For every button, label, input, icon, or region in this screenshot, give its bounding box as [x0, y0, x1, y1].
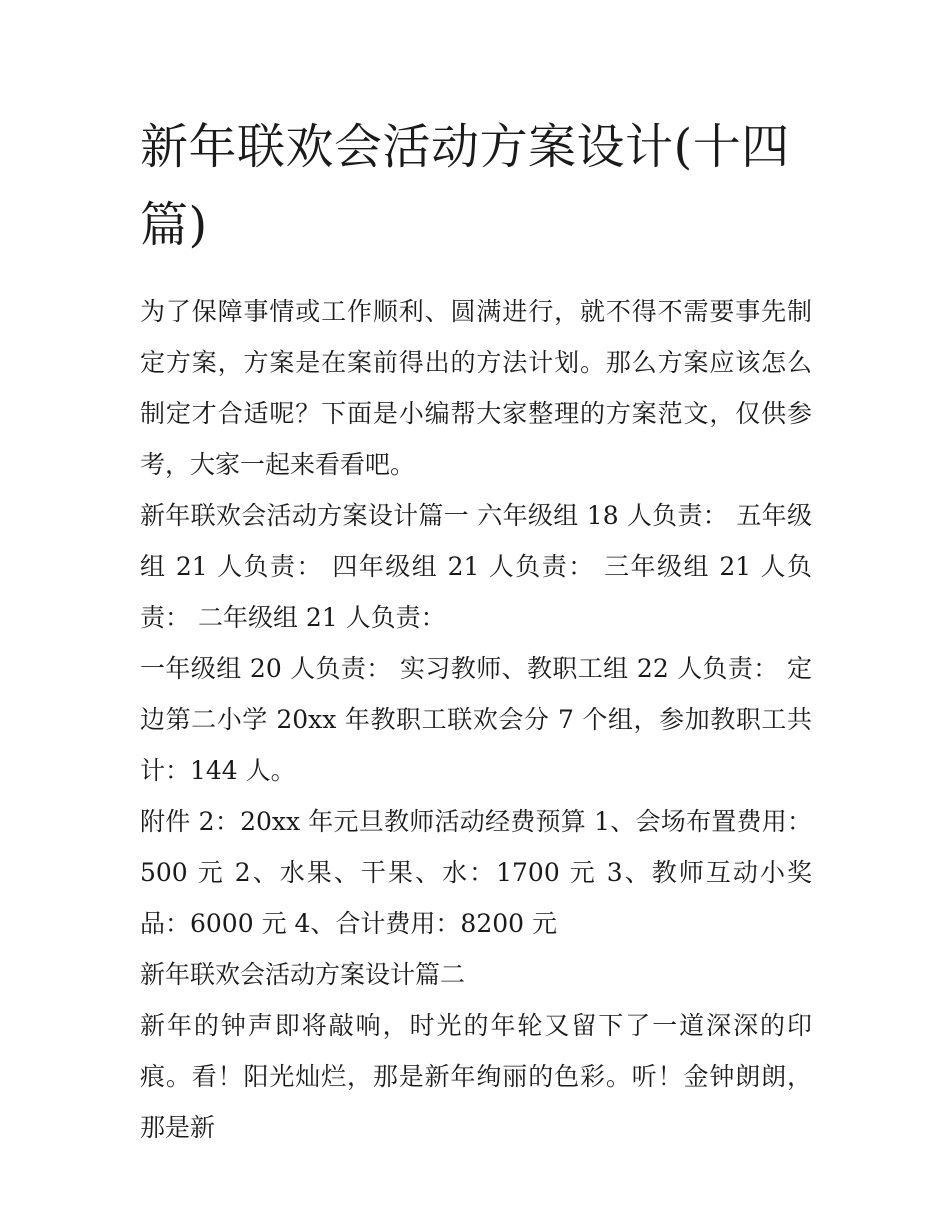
document-body: [140, 286, 812, 1153]
paragraph-budget: 附件 2：20xx 年元旦教师活动经费预算 1、会场布置费用：500 元 2、水果、干果、水：1700 元 3、教师互动小奖品：6000 元 4、合计费用：8200 元: [140, 807, 812, 938]
paragraph-new-year-bell: 新年的钟声即将敲响，时光的年轮又留下了一道深深的印痕。看！阳光灿烂，那是新年绚丽的色彩。听！金钟朗朗，那是新: [140, 1011, 812, 1142]
section-heading-part-two: 新年联欢会活动方案设计篇二: [140, 960, 466, 989]
paragraph-intro: 为了保障事情或工作顺利、圆满进行，就不得不需要事先制定方案，方案是在案前得出的方法计划。那么方案应该怎么制定才合适呢？下面是小编帮大家整理的方案范文，仅供参考，大家一起来看看吧。: [140, 297, 812, 479]
paragraph-groups-total: 一年级组 20 人负责： 实习教师、教职工组 22 人负责： 定边第二小学 20xx 年教职工联欢会分 7 个组，参加教职工共计：144 人。: [140, 654, 812, 785]
document-page: [140, 108, 812, 1153]
document-title: 新年联欢会活动方案设计(十四篇): [140, 119, 790, 253]
paragraph-groups: 新年联欢会活动方案设计篇一 六年级组 18 人负责： 五年级组 21 人负责： 四年级组 21 人负责： 三年级组 21 人负责： 二年级组 21 人负责：: [140, 501, 812, 632]
